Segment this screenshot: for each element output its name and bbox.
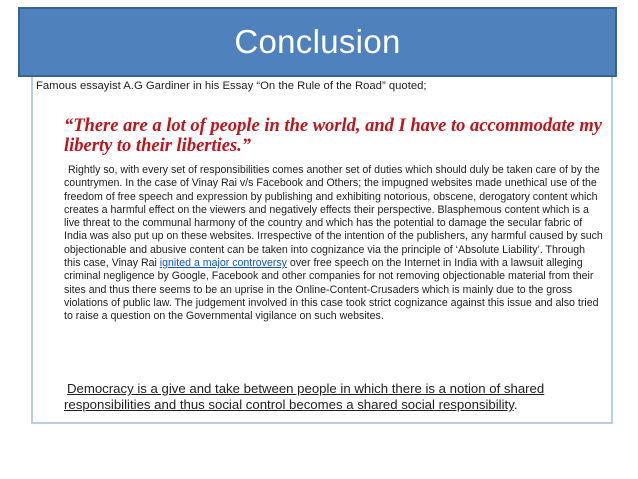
intro-line: Famous essayist A.G Gardiner in his Essay “On the Rule of the Road” quoted; [36, 80, 427, 92]
closing-statement [64, 381, 604, 413]
gardiner-quote: “There are a lot of people in the world, and I have to accommodate my liberty to their liberties.” [64, 116, 602, 156]
controversy-link[interactable]: ignited a major controversy [159, 257, 287, 270]
body-text-part-1: Rightly so, with every set of responsibilities comes another set of duties which should duly be taken care of by the countrymen. In the case of Vinay Rai v/s Facebook and Others; the impugned websites made unethical use of the freedom of free speech and expression by publishing and exhibiting notorious, obscene, derogatory content which creates a harmful effect on the viewers and negatively effects their perspective. Blasphemous content which is a live threat to the communal harmony of the country and which has the potential to damage the secular fabric of India was also put up on these websites. Irrespective of the intention of the publishers, any harmful caused by such objectionable and abusive content can be taken into cognizance via the principle of ‘Absolute Liability’. Through this case, Vinay Rai [64, 164, 603, 270]
closing-text: Democracy is a give and take between people in which there is a notion of shared responsibilities and thus social control becomes a shared social responsibility [64, 381, 545, 412]
slide-title: Conclusion [234, 23, 401, 60]
closing-period: . [513, 397, 518, 412]
body-text-part-2: over free speech on the Internet in India with a lawsuit alleging criminal negligence by Google, Facebook and other companies for not removing objectionable material from their sites and thus there seems to be an uprise in the Online-Content-Crusaders which is mainly due to the gross violations of public law. The judgement involved in this case took strict cognizance against this issue and also tried to raise a question on the Governmental vigilance on such websites. [64, 257, 599, 323]
title-bar [18, 7, 617, 77]
body-paragraph [64, 164, 604, 324]
